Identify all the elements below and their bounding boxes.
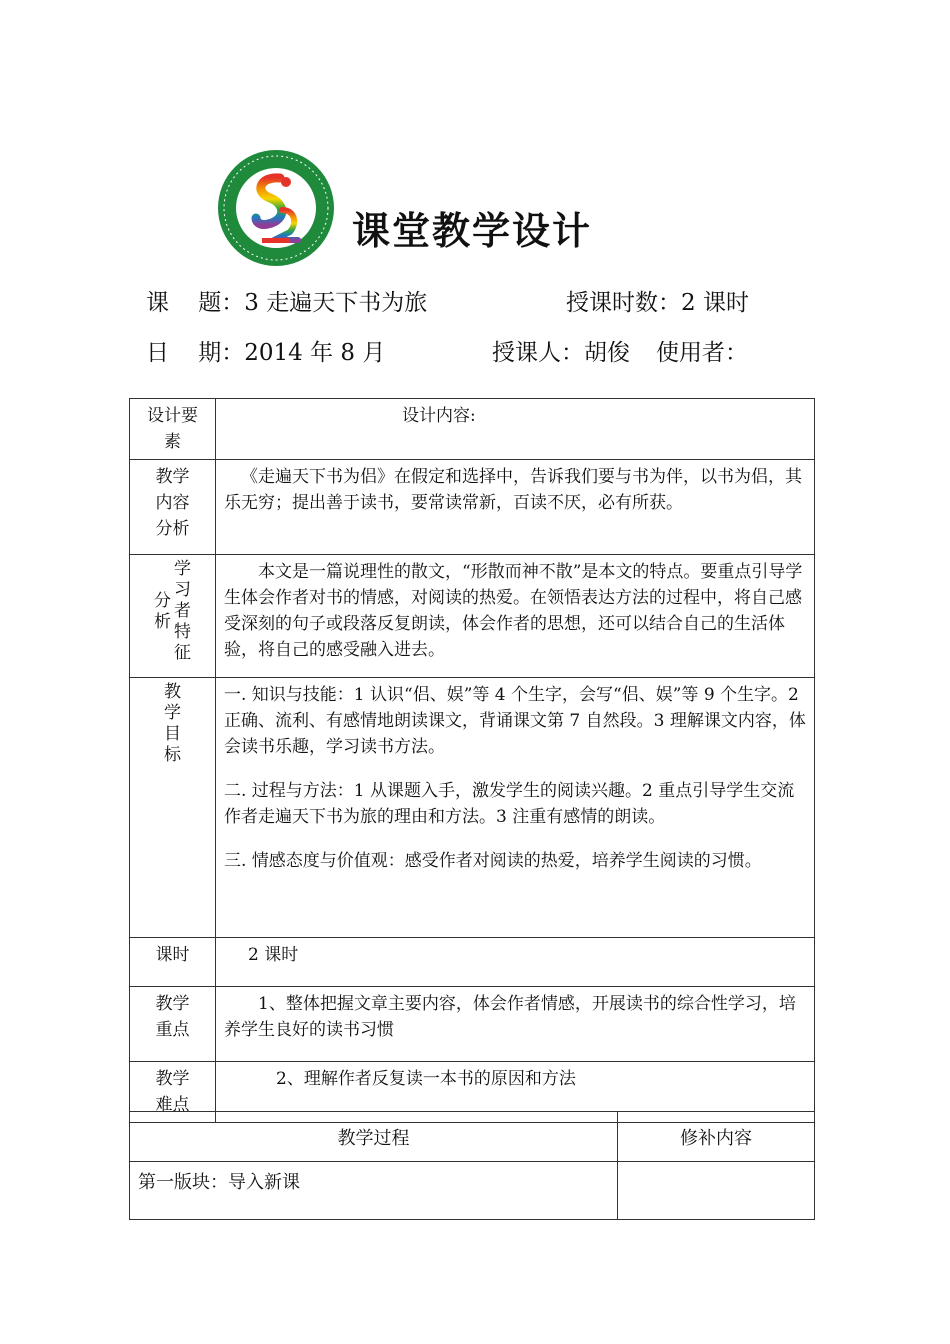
key-points-label: 教学重点 bbox=[130, 987, 216, 1062]
teacher-value: 胡俊 bbox=[584, 340, 630, 366]
date-value: 2014 年 8 月 bbox=[244, 340, 386, 366]
hours-line bbox=[566, 284, 749, 317]
topic-value: 3 走遍天下书为旅 bbox=[244, 290, 428, 316]
teacher-line bbox=[492, 334, 748, 367]
learner-label: 分析学习者特征 bbox=[130, 555, 216, 678]
process-row bbox=[130, 1162, 815, 1220]
school-logo bbox=[216, 148, 336, 268]
hours-row-text: 2 课时 bbox=[216, 938, 815, 987]
key-points-row bbox=[130, 987, 815, 1062]
learner-row bbox=[130, 555, 815, 678]
process-table bbox=[129, 1111, 815, 1220]
hours-row bbox=[130, 938, 815, 987]
difficult-points-text: 2、理解作者反复读一本书的原因和方法 bbox=[216, 1062, 815, 1123]
goals-text: 一. 知识与技能：1 认识“侣、娱”等 4 个生字，会写“侣、娱”等 9 个生字。2 正确、流利、有感情地朗读课文，背诵课文第 7 自然段。3 理解课文内容，体会读书乐趣，学习读书方法。 二. 过程与方法：1 从课题入手，激发学生的阅读兴趣。2 重点引导学生交流作者走遍天下书为旅的理由和方法。3 注重有感情的朗读。 三. 情感态度与价值观：感受作者对阅读的热爱，培养学生阅读的习惯。 bbox=[216, 678, 815, 938]
hours-label: 授课时数： bbox=[566, 290, 681, 316]
key-points-text: 1、整体把握文章主要内容，体会作者情感，开展读书的综合性学习，培养学生良好的读书习惯 bbox=[216, 987, 815, 1062]
process-header-row bbox=[130, 1112, 815, 1162]
design-content-header: 设计内容: bbox=[216, 399, 815, 460]
content-analysis-text: 《走遍天下书为侣》在假定和选择中，告诉我们要与书为伴，以书为侣，其乐无穷；提出善于读书，要常读常新，百读不厌，必有所获。 bbox=[216, 460, 815, 555]
content-analysis-row bbox=[130, 460, 815, 555]
table-header-row bbox=[130, 399, 815, 460]
date-label: 日 期： bbox=[146, 340, 245, 366]
date-line bbox=[146, 334, 385, 367]
goals-label: 教学目标 bbox=[130, 678, 216, 938]
teacher-label: 授课人： bbox=[492, 340, 584, 366]
revision-cell bbox=[618, 1162, 815, 1220]
goals-row bbox=[130, 678, 815, 938]
difficult-points-label: 教学难点 bbox=[130, 1062, 216, 1123]
revision-header: 修补内容 bbox=[618, 1112, 815, 1162]
design-element-header: 设计要素 bbox=[130, 399, 216, 460]
topic-label: 课 题： bbox=[146, 290, 245, 316]
design-table bbox=[129, 398, 815, 1123]
hours-row-label: 课时 bbox=[130, 938, 216, 987]
content-analysis-label: 教学内容分析 bbox=[130, 460, 216, 555]
process-block-1: 第一版块：导入新课 bbox=[130, 1162, 618, 1220]
process-header: 教学过程 bbox=[130, 1112, 618, 1162]
page-title: 课堂教学设计 bbox=[352, 209, 593, 253]
learner-text: 本文是一篇说理性的散文，“形散而神不散”是本文的特点。要重点引导学生体会作者对书的情感，对阅读的热爱。在领悟表达方法的过程中，将自己感受深刻的句子或段落反复朗读，体会作者的思想，还可以结合自己的生活体验，将自己的感受融入进去。 bbox=[216, 555, 815, 678]
topic-line bbox=[146, 284, 427, 317]
hours-value: 2 课时 bbox=[681, 290, 749, 316]
user-label: 使用者： bbox=[656, 340, 748, 366]
